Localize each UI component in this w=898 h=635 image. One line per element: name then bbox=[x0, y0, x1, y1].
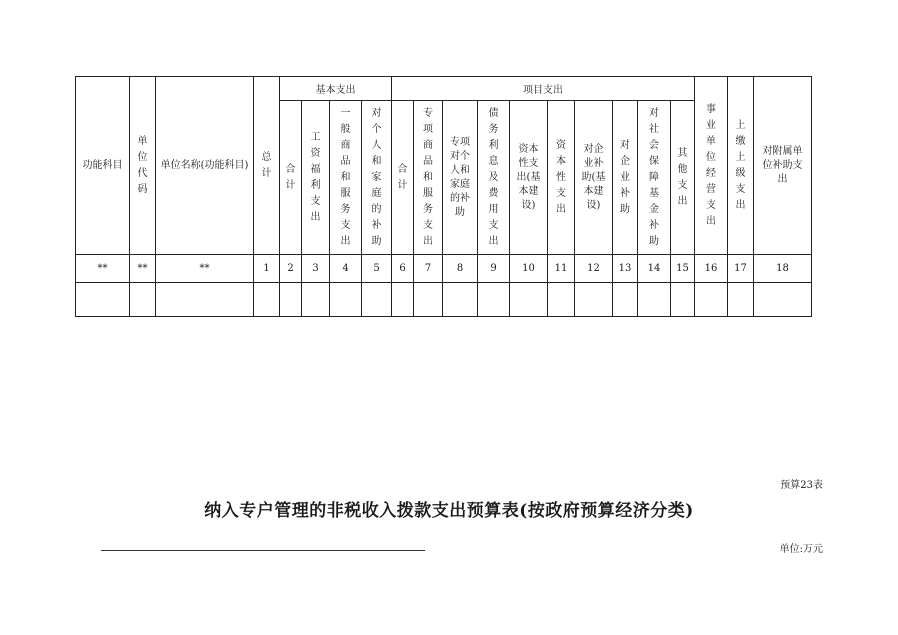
header-debt-interest: 债务利息及费用支出 bbox=[478, 101, 510, 255]
header-unit-code: 单位代码 bbox=[130, 77, 156, 255]
number-cell: 6 bbox=[392, 255, 414, 283]
number-cell: 5 bbox=[362, 255, 392, 283]
header-goods-services: 一般商品和服务支出 bbox=[330, 101, 362, 255]
table-cell bbox=[443, 283, 478, 317]
unit-label: 单位:万元 bbox=[779, 544, 823, 555]
header-wages: 工资福利支出 bbox=[302, 101, 330, 255]
header-enterprise-subsidy-basic: 对企业补助(基本建设) bbox=[575, 101, 613, 255]
header-total: 总计 bbox=[254, 77, 280, 255]
number-cell: ** bbox=[76, 255, 130, 283]
table-cell bbox=[254, 283, 280, 317]
table-cell bbox=[510, 283, 548, 317]
header-capital-expenditure: 资本性支出 bbox=[548, 101, 575, 255]
table-cell bbox=[754, 283, 812, 317]
header-individual-subsidy: 对个人和家庭的补助 bbox=[362, 101, 392, 255]
number-cell: 15 bbox=[671, 255, 695, 283]
table-cell bbox=[362, 283, 392, 317]
number-cell: 14 bbox=[638, 255, 671, 283]
table-id: 预算23表 bbox=[780, 480, 823, 491]
table-cell bbox=[330, 283, 362, 317]
table-cell bbox=[728, 283, 754, 317]
table-cell bbox=[414, 283, 443, 317]
table-row bbox=[76, 283, 812, 317]
number-cell: 16 bbox=[695, 255, 728, 283]
header-enterprise-subsidy: 对企业补助 bbox=[613, 101, 638, 255]
header-unit-name: 单位名称(功能科目) bbox=[156, 77, 254, 255]
table-cell bbox=[478, 283, 510, 317]
number-cell: 8 bbox=[443, 255, 478, 283]
number-cell: ** bbox=[156, 255, 254, 283]
header-business-operating: 事业单位经营支出 bbox=[695, 77, 728, 255]
header-func-subject: 功能科目 bbox=[76, 77, 130, 255]
header-remit-upper: 上缴上级支出 bbox=[728, 77, 754, 255]
number-cell: 11 bbox=[548, 255, 575, 283]
table-cell bbox=[156, 283, 254, 317]
number-cell: 18 bbox=[754, 255, 812, 283]
header-social-security-subsidy: 对社会保障基金补助 bbox=[638, 101, 671, 255]
header-affiliated-subsidy: 对附属单位补助支出 bbox=[754, 77, 812, 255]
table-cell bbox=[302, 283, 330, 317]
header-special-individual: 专项对个人和家庭的补助 bbox=[443, 101, 478, 255]
number-cell: 13 bbox=[613, 255, 638, 283]
number-cell: 10 bbox=[510, 255, 548, 283]
table-cell bbox=[575, 283, 613, 317]
number-cell: 12 bbox=[575, 255, 613, 283]
page-title: 纳入专户管理的非税收入拨款支出预算表(按政府预算经济分类) bbox=[204, 501, 694, 521]
table-cell bbox=[671, 283, 695, 317]
number-cell: 4 bbox=[330, 255, 362, 283]
number-cell: 3 bbox=[302, 255, 330, 283]
header-special-goods: 专项商品和服务支出 bbox=[414, 101, 443, 255]
header-basic-subtotal: 合计 bbox=[280, 101, 302, 255]
number-cell: 7 bbox=[414, 255, 443, 283]
blank-underline bbox=[101, 550, 425, 551]
table-cell bbox=[280, 283, 302, 317]
header-project-subtotal: 合计 bbox=[392, 101, 414, 255]
number-cell: ** bbox=[130, 255, 156, 283]
table-cell bbox=[548, 283, 575, 317]
table-cell bbox=[392, 283, 414, 317]
header-capital-basic-construction: 资本性支出(基本建设) bbox=[510, 101, 548, 255]
table-cell bbox=[130, 283, 156, 317]
number-cell: 17 bbox=[728, 255, 754, 283]
table-cell bbox=[695, 283, 728, 317]
budget-table bbox=[75, 76, 812, 317]
table-cell bbox=[638, 283, 671, 317]
number-cell: 9 bbox=[478, 255, 510, 283]
number-cell: 1 bbox=[254, 255, 280, 283]
header-project-group: 项目支出 bbox=[392, 77, 695, 101]
table-cell bbox=[76, 283, 130, 317]
table-cell bbox=[613, 283, 638, 317]
header-other-expenditure: 其他支出 bbox=[671, 101, 695, 255]
header-basic-group: 基本支出 bbox=[280, 77, 392, 101]
number-cell: 2 bbox=[280, 255, 302, 283]
